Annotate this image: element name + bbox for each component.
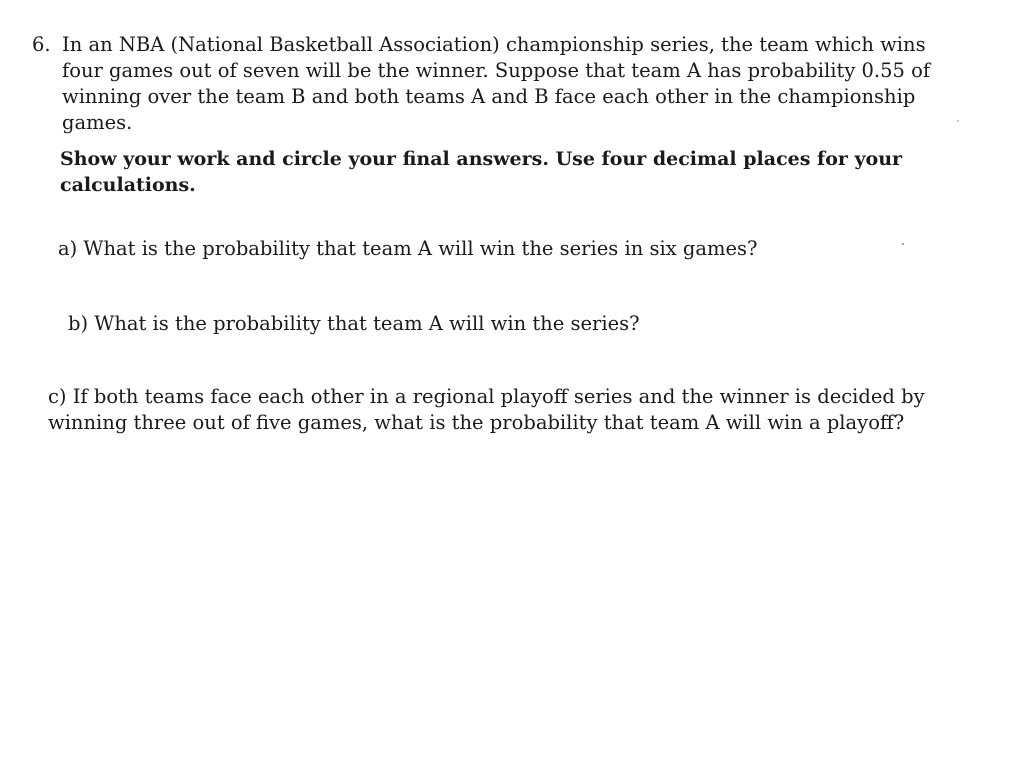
problem-statement — [32, 32, 972, 136]
scan-speck — [957, 120, 959, 122]
question-b: b) What is the probability that team A will win the series? — [68, 312, 640, 335]
instructions: Show your work and circle your final answers. Use four decimal places for your calculations. — [60, 148, 903, 196]
problem-text: In an NBA (National Basketball Association) championship series, the team which wins four games out of seven will be the winner. Suppose that team A has probability 0.55 of winning over the team B and both teams A and B face each other in the championship games. — [62, 33, 931, 134]
scan-speck — [902, 243, 904, 245]
question-a: a) What is the probability that team A will win the series in six games? — [58, 237, 758, 260]
question-c: c) If both teams face each other in a regional playoff series and the winner is decided by winning three out of five games, what is the probability that team A will win a playoff? — [48, 385, 925, 434]
problem-number: 6. — [32, 33, 51, 56]
